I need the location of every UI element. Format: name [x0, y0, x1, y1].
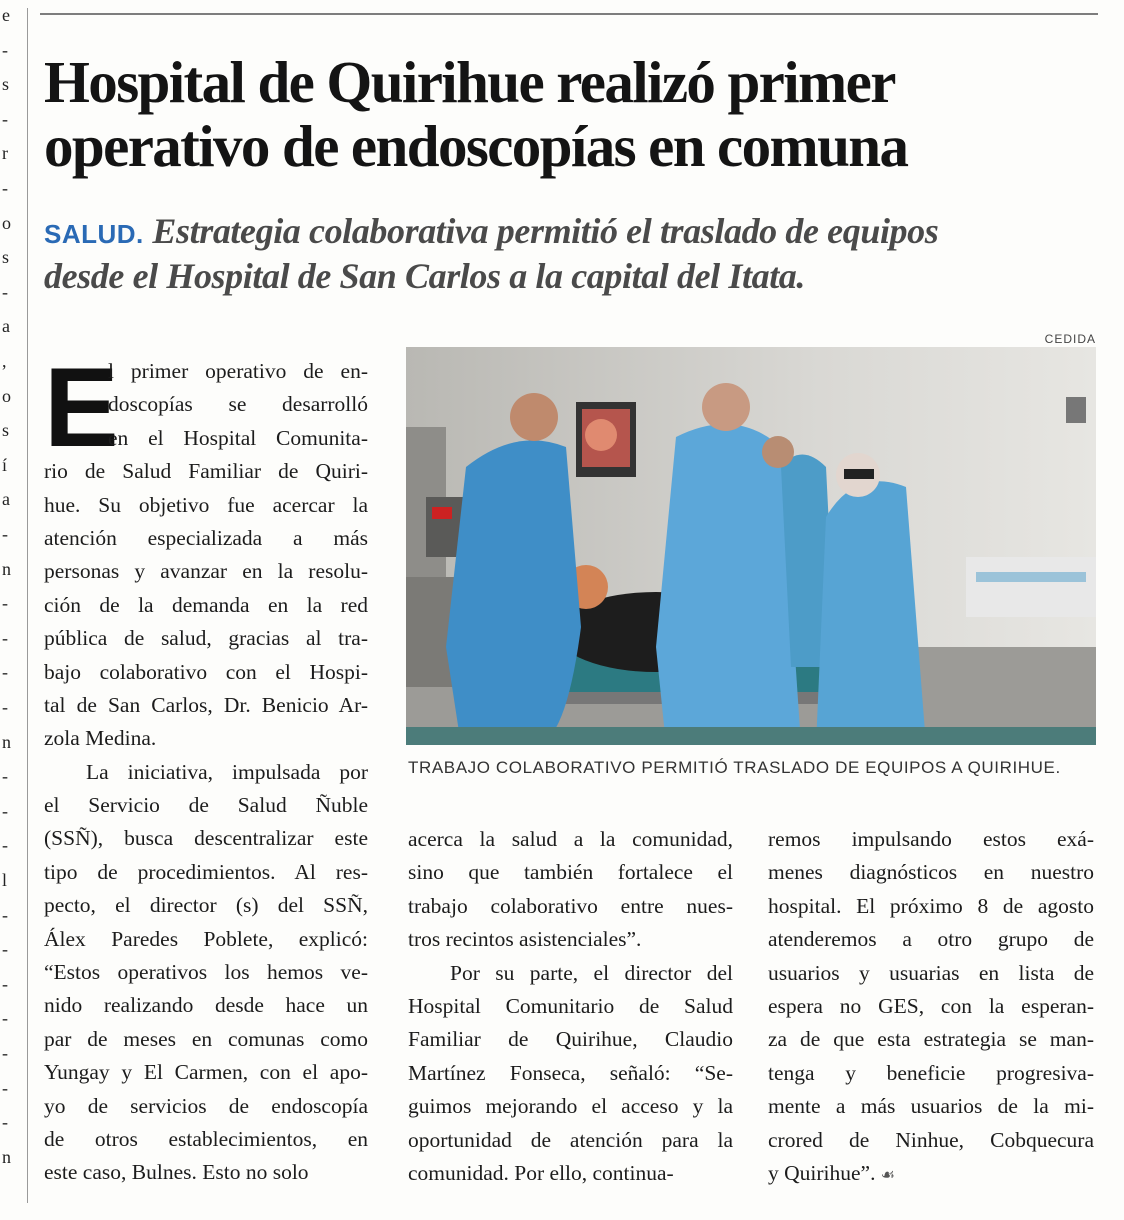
text-line: menes diagnósticos en nuestro: [768, 860, 1094, 885]
deck: [44, 210, 1114, 297]
text-line: atención especializada a más: [44, 525, 368, 550]
text-line: remos impulsando estos exá-: [768, 827, 1094, 851]
text-line: Martínez Fonseca, señaló: “Se-: [408, 1060, 733, 1085]
deck-line-2: desde el Hospital de San Carlos a la capital del Itata.: [44, 256, 806, 296]
text-line: Familiar de Quirihue, Claudio: [408, 1027, 733, 1052]
text-line: usuarios y usuarias en lista de: [768, 960, 1094, 985]
margin-fragment-char: -: [2, 1112, 8, 1133]
text-line: espera no GES, con la esperan-: [768, 993, 1094, 1018]
text-line: sino que también fortalece el: [408, 860, 733, 885]
margin-fragment-char: a: [2, 316, 10, 337]
headline-line-2: operativo de endoscopías en comuna: [44, 113, 908, 179]
text-line: za de que esta estrategia se man-: [768, 1027, 1094, 1052]
text-line: trabajo colaborativo entre nues-: [408, 893, 733, 918]
headline-line-1: Hospital de Quirihue realizó primer: [44, 49, 895, 115]
margin-fragment-char: -: [2, 627, 8, 648]
margin-fragment-char: -: [2, 593, 8, 614]
deck-line-1: Estrategia colaborativa permitió el traslado de equipos: [152, 211, 939, 251]
text-line: de otros establecimientos, en: [44, 1126, 368, 1151]
text-line: acerca la salud a la comunidad,: [408, 827, 733, 851]
margin-fragment-char: -: [2, 800, 8, 821]
end-mark-icon: ☙: [875, 1164, 895, 1184]
text-line: hospital. El próximo 8 de agosto: [768, 893, 1094, 918]
margin-fragment-char: -: [2, 697, 8, 717]
margin-fragment-char: e: [2, 5, 10, 25]
text-line: crored de Ninhue, Cobquecura: [768, 1127, 1094, 1152]
margin-fragment-char: o: [2, 385, 11, 406]
margin-fragment-char: -: [2, 1008, 8, 1029]
margin-fragment-char: s: [2, 247, 10, 268]
text-line: personas y avanzar en la resolu-: [44, 559, 368, 584]
text-line: Yungay y El Carmen, con el apo-: [44, 1060, 368, 1085]
adjacent-article-margin: [0, 0, 22, 1220]
article-photo: [406, 347, 1096, 745]
section-kicker: SALUD.: [44, 219, 144, 249]
text-line: rio de Salud Familiar de Quiri-: [44, 459, 368, 484]
top-rule: [40, 13, 1098, 15]
text-line: mente a más usuarios de la mi-: [768, 1094, 1094, 1119]
text-line: en el Hospital Comunita-: [108, 425, 368, 450]
text-line: Hospital Comunitario de Salud: [408, 993, 733, 1018]
photo-illustration: [406, 347, 1096, 745]
text-line: (SSÑ), busca descentralizar este: [44, 826, 368, 851]
body-column-3: [768, 823, 1094, 1190]
margin-fragment-char: -: [2, 281, 8, 302]
headline: [44, 50, 1114, 178]
text-line: atenderemos a otro grupo de: [768, 927, 1094, 952]
text-line: nido realizando desde hace un: [44, 993, 368, 1018]
text-line: el Servicio de Salud Ñuble: [44, 793, 368, 818]
photo-caption: TRABAJO COLABORATIVO PERMITIÓ TRASLADO DE EQUIPOS A QUIRIHUE.: [408, 758, 1061, 777]
text-line: tal de San Carlos, Dr. Benicio Ar-: [44, 692, 368, 717]
margin-fragment-char: l: [2, 870, 8, 890]
margin-fragment-char: -: [2, 662, 8, 683]
margin-fragment-char: ,: [2, 351, 7, 371]
text-line: guimos mejorando el acceso y la: [408, 1094, 733, 1119]
margin-fragment-char: r: [2, 143, 8, 164]
text-line: tenga y beneficie progresiva-: [768, 1060, 1094, 1085]
body-column-1: [44, 345, 368, 1190]
text-line: comunidad. Por ello, continua-: [408, 1160, 674, 1185]
margin-fragment-char: -: [2, 939, 8, 960]
margin-fragment-char: a: [2, 489, 10, 510]
body-column-2: [408, 823, 733, 1190]
margin-fragment-char: í: [2, 454, 8, 475]
margin-fragment-char: o: [2, 212, 11, 233]
text-line: y Quirihue”. ☙: [768, 1160, 895, 1185]
margin-fragment-char: -: [2, 1043, 8, 1063]
margin-fragment-char: n: [2, 558, 11, 579]
margin-fragment-char: -: [2, 524, 8, 544]
margin-fragment-char: s: [2, 420, 10, 441]
text-line: bajo colaborativo con el Hospi-: [44, 659, 368, 684]
margin-fragment-char: n: [2, 731, 11, 752]
text-line: zola Medina.: [44, 726, 157, 751]
margin-fragment-char: -: [2, 39, 8, 60]
text-line: este caso, Bulnes. Esto no solo: [44, 1160, 309, 1185]
margin-fragment-char: -: [2, 973, 8, 994]
text-line: par de meses en comunas como: [44, 1026, 368, 1051]
margin-fragment-char: n: [2, 1146, 11, 1167]
text-line: Álex Paredes Poblete, explicó:: [44, 926, 368, 951]
text-line: pecto, el director (s) del SSÑ,: [44, 893, 368, 918]
text-line: hue. Su objetivo fue acercar la: [44, 492, 368, 517]
text-line: oportunidad de atención para la: [408, 1127, 733, 1152]
text-line: ción de la demanda en la red: [44, 592, 368, 617]
photo-credit: CEDIDA: [1044, 332, 1096, 346]
column-divider: [27, 8, 28, 1203]
text-line: doscopías se desarrolló: [108, 392, 368, 417]
margin-fragment-char: -: [2, 904, 8, 925]
text-line: yo de servicios de endoscopía: [44, 1093, 368, 1118]
margin-fragment-char: -: [2, 835, 8, 856]
text-line: l primer operativo de en-: [108, 359, 368, 383]
text-line: tipo de procedimientos. Al res-: [44, 859, 368, 884]
text-line: Por su parte, el director del: [450, 960, 733, 985]
text-line: tros recintos asistenciales”.: [408, 927, 642, 952]
text-line: La iniciativa, impulsada por: [86, 759, 368, 784]
text-line: pública de salud, gracias al tra-: [44, 626, 368, 651]
margin-fragment-char: -: [2, 1077, 8, 1098]
margin-fragment-char: -: [2, 178, 8, 198]
margin-fragment-char: -: [2, 766, 8, 787]
drop-cap: E: [44, 345, 119, 470]
text-line: “Estos operativos los hemos ve-: [44, 960, 368, 985]
margin-fragment-char: -: [2, 108, 8, 129]
margin-fragment-char: s: [2, 74, 10, 95]
